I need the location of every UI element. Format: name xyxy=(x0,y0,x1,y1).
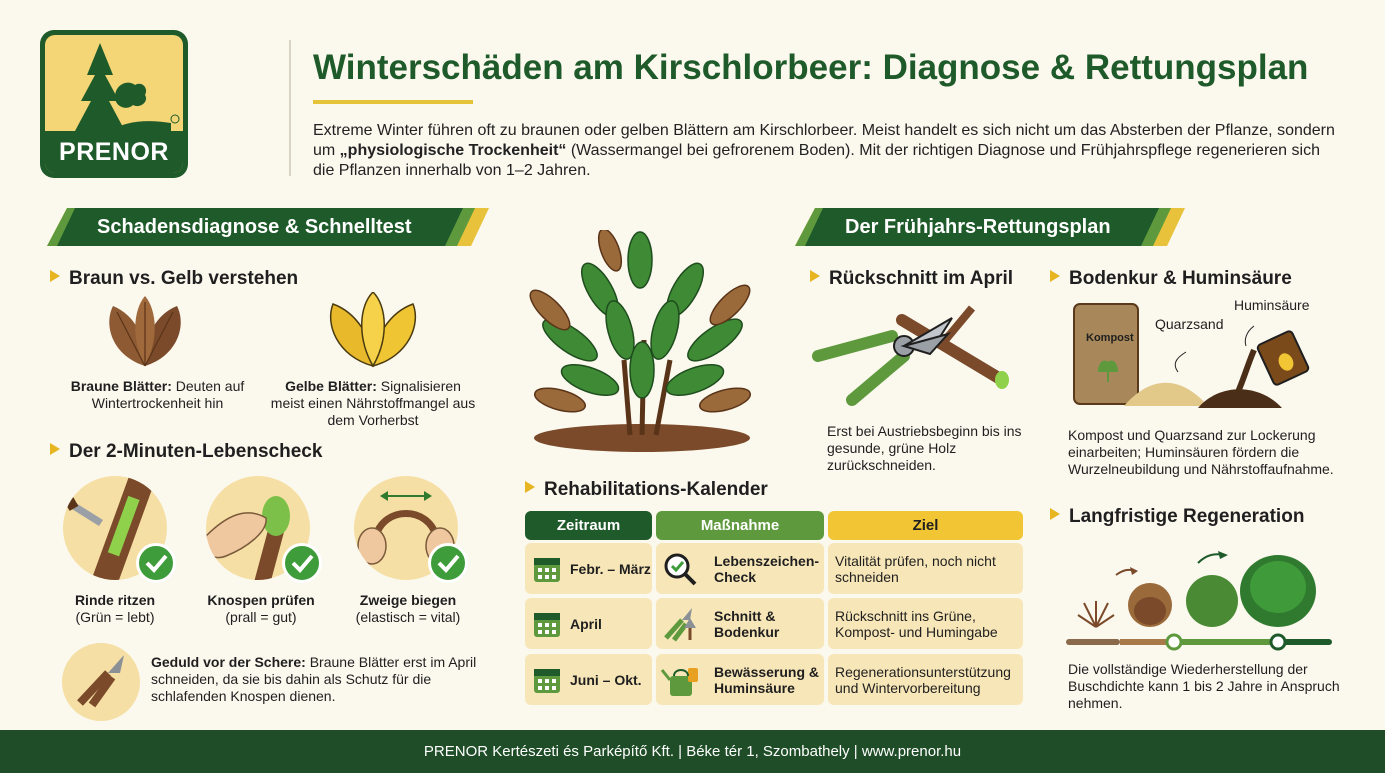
shears-trowel-icon xyxy=(660,604,702,644)
check-icon xyxy=(136,543,176,583)
calendar-cell-goal: Vitalität prüfen, noch nicht schneiden xyxy=(828,543,1023,594)
yellow-leaves-icon xyxy=(323,292,423,368)
brown-leaves-caption: Braune Blätter: Deuten auf Wintertrockenheit hin xyxy=(70,378,245,411)
rescue-banner-title: Der Frühjahrs-Rettungsplan xyxy=(845,216,1111,238)
sand-label: Quarzsand xyxy=(1155,316,1224,332)
calendar-cell-goal: Rückschnitt ins Grüne, Kompost- und Humingabe xyxy=(828,598,1023,649)
rescue-banner xyxy=(795,208,1185,246)
pruning-shears-illustration xyxy=(812,300,1012,412)
calendar-cell-period: April xyxy=(525,598,652,649)
page-title: Winterschäden am Kirschlorbeer: Diagnose & Rettungsplan xyxy=(313,48,1309,87)
shears-illustration xyxy=(62,643,140,721)
calendar-icon xyxy=(533,610,561,638)
diagnosis-banner-title: Schadensdiagnose & Schnelltest xyxy=(97,216,412,238)
regeneration-timeline xyxy=(1066,535,1336,653)
yellow-leaves-caption: Gelbe Blätter: Signalisieren meist einen Nährstoffmangel aus dem Vorherbst xyxy=(270,378,476,428)
brown-vs-yellow-heading: Braun vs. Gelb verstehen xyxy=(50,268,298,290)
check-item-1: Rinde ritzen (Grün = lebt) xyxy=(74,592,156,625)
humic-acid-label: Huminsäure xyxy=(1234,297,1310,313)
diagnosis-banner xyxy=(47,208,489,246)
calendar-cell-action: Bewässerung & Huminsäure xyxy=(656,654,824,705)
regeneration-heading: Langfristige Regeneration xyxy=(1050,506,1304,528)
regeneration-text: Die vollständige Wiederherstellung der Buschdichte kann 1 bis 2 Jahre in Anspruch nehmen. xyxy=(1068,661,1340,711)
intro-text: Extreme Winter führen oft zu braunen oder gelben Blättern am Kirschlorbeer. Meist handelt es sich nicht um das Absterben der Pflanze, sondern um „physiologische Trockenheit“ (Wassermangel bei gefrorenem Boden). Mit der richtigen Diagnose und Frühjahrspflege regenerieren sich die Pflanzen innerhalb von 1–2 Jahren. xyxy=(313,122,1335,179)
check-icon xyxy=(282,543,322,583)
calendar-cell-period: Juni – Okt. xyxy=(525,654,652,705)
calendar-cell-period: Febr. – März xyxy=(525,543,652,594)
calendar-heading: Rehabilitations-Kalender xyxy=(525,479,768,501)
calendar-col-period: Zeitraum xyxy=(525,511,652,540)
magnifier-check-icon xyxy=(662,551,698,587)
patience-note: Geduld vor der Schere: Braune Blätter erst im April schneiden, da sie bis dahin als Schutz für die schlafenden Knospen dienen. xyxy=(151,654,477,704)
soil-heading: Bodenkur & Huminsäure xyxy=(1050,268,1292,290)
prenor-logo xyxy=(40,30,188,178)
calendar-col-action: Maßnahme xyxy=(656,511,824,540)
pruning-text: Erst bei Austriebsbeginn bis ins gesunde, grüne Holz zurückschneiden. xyxy=(827,423,1022,473)
calendar-cell-action: Schnitt & Bodenkur xyxy=(656,598,824,649)
title-underline xyxy=(313,100,473,104)
check-item-3: Zweige biegen (elastisch = vital) xyxy=(355,592,461,625)
check-icon xyxy=(428,543,468,583)
footer: PRENOR Kertészeti és Parképítő Kft. | Béke tér 1, Szombathely | www.prenor.hu xyxy=(0,730,1385,773)
pruning-heading: Rückschnitt im April xyxy=(810,268,1013,290)
calendar-cell-goal: Regenerationsunterstützung und Wintervorbereitung xyxy=(828,654,1023,705)
compost-bag-label: Kompost xyxy=(1086,332,1134,344)
brown-leaves-icon xyxy=(103,296,187,368)
brand-name: PRENOR xyxy=(59,138,169,166)
cherry-laurel-bush-illustration xyxy=(520,230,770,455)
watering-can-icon xyxy=(660,660,702,700)
soil-text: Kompost und Quarzsand zur Lockerung einarbeiten; Huminsäuren fördern die Wurzelneubildung und Nährstoffaufnahme. xyxy=(1068,427,1334,477)
calendar-icon xyxy=(533,666,561,694)
header-divider xyxy=(289,40,291,176)
calendar-cell-action: Lebenszeichen-Check xyxy=(656,543,824,594)
life-check-heading: Der 2-Minuten-Lebenscheck xyxy=(50,441,322,463)
calendar-icon xyxy=(533,555,561,583)
calendar-col-goal: Ziel xyxy=(828,511,1023,540)
check-item-2: Knospen prüfen (prall = gut) xyxy=(207,592,315,625)
